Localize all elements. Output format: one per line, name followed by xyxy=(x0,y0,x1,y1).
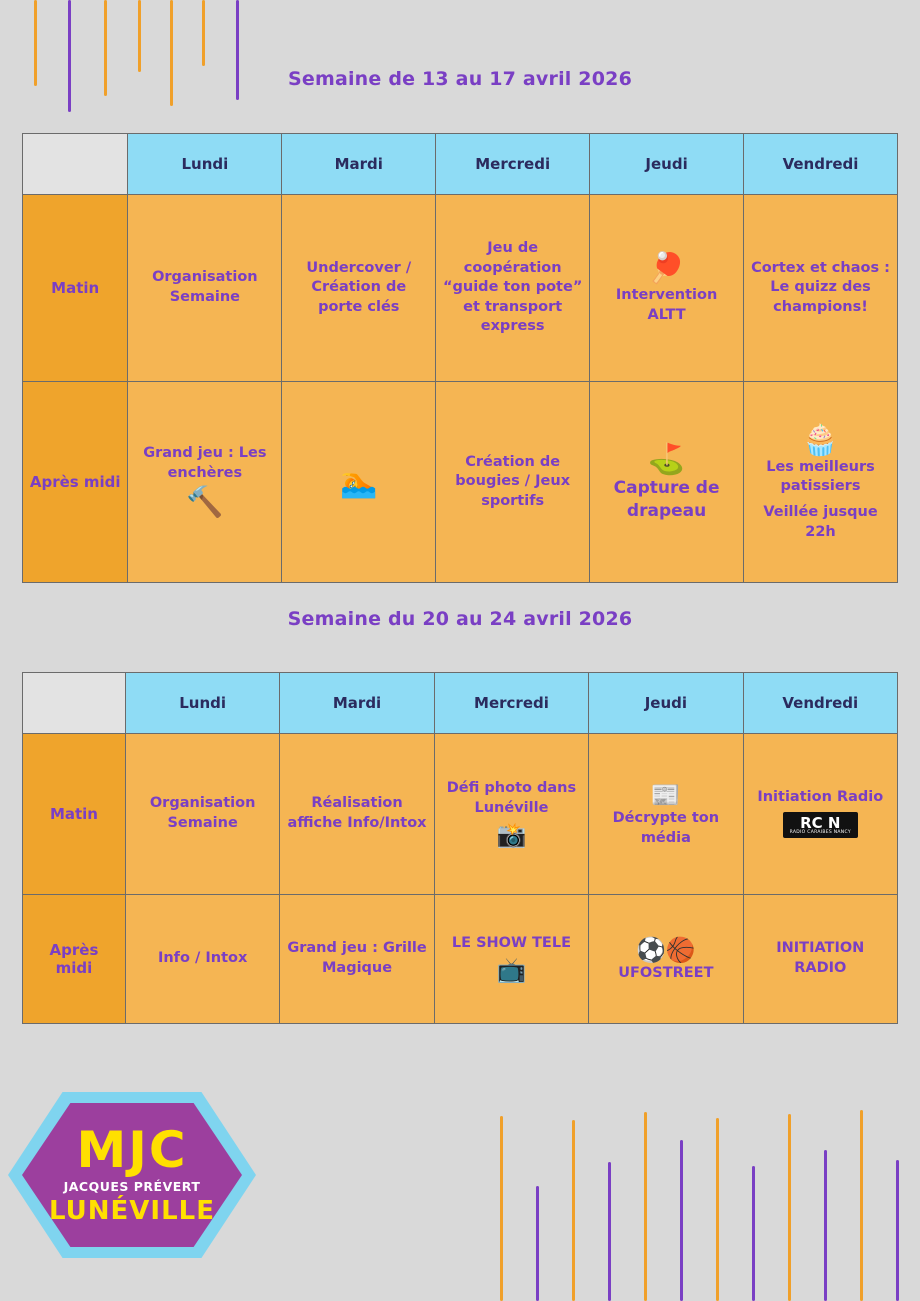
cell-w1-am-vendredi-label: Les meilleurs patissiers xyxy=(766,458,875,495)
table-row xyxy=(23,382,898,583)
table-row xyxy=(23,734,898,895)
row-header-apresmidi-2: Après midi xyxy=(23,895,126,1024)
row-header-apresmidi: Après midi xyxy=(23,382,128,583)
cell-w2-am-jeudi xyxy=(589,895,743,1024)
day-header-vendredi: Vendredi xyxy=(744,134,898,195)
day-header-lundi-2: Lundi xyxy=(125,673,279,734)
tv-kids-icon: 📺 xyxy=(496,955,527,984)
cell-w2-am-mercredi xyxy=(434,895,588,1024)
cell-w1-am-jeudi xyxy=(590,382,744,583)
table-header-row xyxy=(23,673,898,734)
week2-title: Semaine du 20 au 24 avril 2026 xyxy=(287,608,633,630)
logo-main-text: MJC xyxy=(76,1120,188,1179)
logo-city-text: LUNÉVILLE xyxy=(49,1195,215,1226)
ping-pong-icon: 🏓 xyxy=(647,251,686,287)
table-corner-cell xyxy=(23,134,128,195)
cell-w2-am-mardi: Grand jeu : Grille Magique xyxy=(280,895,434,1024)
cell-w2-matin-lundi: Organisation Semaine xyxy=(125,734,279,895)
cell-w1-matin-vendredi: Cortex et chaos : Le quizz des champions! xyxy=(744,195,898,382)
cell-w1-matin-lundi: Organisation Semaine xyxy=(128,195,282,382)
cell-w2-am-lundi: Info / Intox xyxy=(125,895,279,1024)
cell-w1-matin-mercredi: Jeu de coopération “guide ton pote” et transport express xyxy=(436,195,590,382)
day-header-jeudi-2: Jeudi xyxy=(589,673,743,734)
mixer-icon: 🧁 xyxy=(801,422,840,458)
flag-icon: ⛳ xyxy=(647,442,686,478)
day-header-mardi-2: Mardi xyxy=(280,673,434,734)
cell-w2-am-vendredi: INITIATION RADIO xyxy=(743,895,897,1024)
cell-w1-am-mercredi: Création de bougies / Jeux sportifs xyxy=(436,382,590,583)
mjc-logo xyxy=(8,1092,256,1258)
row-header-matin-2: Matin xyxy=(23,734,126,895)
cell-w1-am-jeudi-label: Capture de drapeau xyxy=(613,478,720,521)
cell-w2-am-mercredi-label: LE SHOW TELE xyxy=(451,935,571,952)
cell-w2-matin-jeudi-label: Décrypte ton média xyxy=(612,810,720,846)
cell-w1-am-vendredi xyxy=(744,382,898,583)
cell-w1-am-vendredi-note: Veillée jusque 22h xyxy=(763,504,878,540)
logo-text-group xyxy=(8,1092,256,1258)
week2-schedule-table xyxy=(22,672,898,1024)
rcn-logo-icon xyxy=(783,812,858,838)
week1-schedule-table xyxy=(22,133,898,583)
table-header-row xyxy=(23,134,898,195)
day-header-mercredi-2: Mercredi xyxy=(434,673,588,734)
cell-w2-matin-mercredi-label: Défi photo dans Lunéville xyxy=(446,780,577,816)
camera-icon: 📸 xyxy=(496,820,527,849)
cell-w1-matin-jeudi-label: Intervention ALTT xyxy=(615,287,718,323)
week1-title: Semaine de 13 au 17 avril 2026 xyxy=(287,68,632,90)
table-corner-cell xyxy=(23,673,126,734)
cell-w2-matin-mardi: Réalisation affiche Info/Intox xyxy=(280,734,434,895)
cell-w2-am-jeudi-label: UFOSTREET xyxy=(618,965,714,982)
table-row xyxy=(23,195,898,382)
table-row xyxy=(23,895,898,1024)
day-header-lundi: Lundi xyxy=(128,134,282,195)
day-header-mercredi: Mercredi xyxy=(436,134,590,195)
pool-icon: 🏊 xyxy=(340,465,378,500)
day-header-vendredi-2: Vendredi xyxy=(743,673,897,734)
cell-w1-matin-mardi: Undercover / Création de porte clés xyxy=(282,195,436,382)
logo-sub-text: JACQUES PRÉVERT xyxy=(63,1178,201,1194)
row-header-matin: Matin xyxy=(23,195,128,382)
rcn-badge-text: RC N xyxy=(800,813,841,832)
cell-w2-matin-vendredi-label: Initiation Radio xyxy=(757,789,884,806)
cell-w1-am-mardi xyxy=(282,382,436,583)
cell-w1-am-lundi-label: Grand jeu : Les enchères xyxy=(143,445,267,481)
cell-w2-matin-mercredi xyxy=(434,734,588,895)
cell-w2-matin-jeudi xyxy=(589,734,743,895)
rcn-badge-subtext: RADIO CARAIBES NANCY xyxy=(789,830,851,836)
cell-w2-matin-vendredi xyxy=(743,734,897,895)
cell-w1-matin-jeudi xyxy=(590,195,744,382)
cell-w1-am-lundi xyxy=(128,382,282,583)
balls-icon: ⚽🏀 xyxy=(635,936,696,965)
day-header-mardi: Mardi xyxy=(282,134,436,195)
gavel-icon: 🔨 xyxy=(186,484,224,520)
day-header-jeudi: Jeudi xyxy=(590,134,744,195)
newspaper-icon: 📰 xyxy=(650,781,681,810)
